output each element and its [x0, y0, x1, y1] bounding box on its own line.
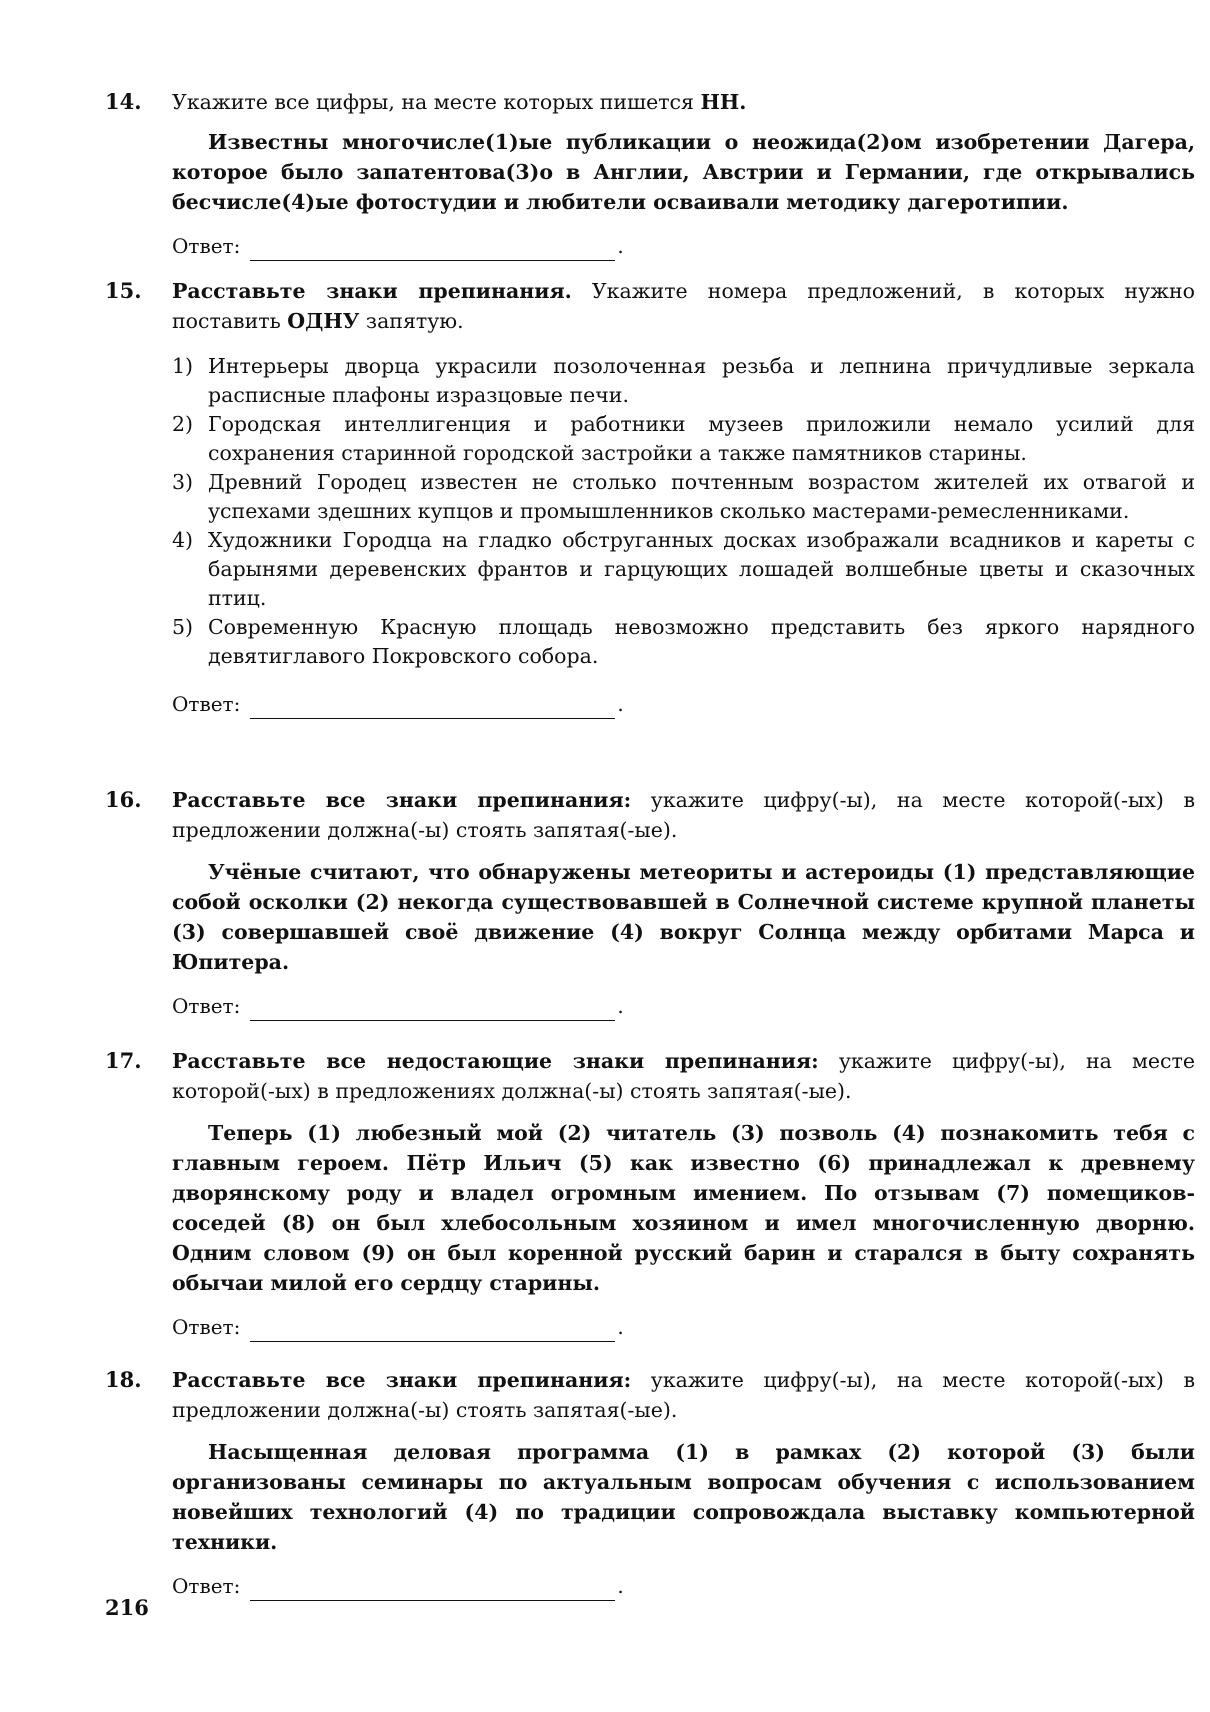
item-text: Художники Городца на гладко обструганных досках изображали всадников и кареты с барынями деревенских франтов и гарцующих лошадей волшебные цветы и сказочных птиц. — [208, 528, 1195, 610]
answer-label: Ответ: — [172, 1574, 241, 1598]
instruction-bold: Расставьте знаки препинания. — [172, 279, 572, 303]
instruction-emphasis: НН. — [700, 90, 747, 114]
item-number: 1) — [172, 354, 194, 378]
task-instruction — [172, 1365, 1195, 1425]
list-item — [172, 352, 1195, 410]
item-number: 4) — [172, 528, 194, 552]
answer-row — [172, 991, 1195, 1021]
list-item — [172, 613, 1195, 671]
task-16 — [105, 785, 1195, 1021]
instruction-emphasis: ОДНУ — [287, 309, 360, 333]
instruction-text: Укажите все цифры, на месте которых пишется — [172, 90, 701, 114]
task-text: Учёные считают, что обнаружены метеориты и астероиды (1) представляющие собой осколки (2) некогда существовавшей в Солнечной системе крупной планеты (3) совершавшей своё движение (4) вокруг Солнца между орбитами Марса и Юпитера. — [172, 860, 1195, 974]
answer-row — [172, 689, 1195, 719]
task-number: 16. — [105, 787, 142, 812]
instruction-text: Укажите номера предложений, в которых нужно поставить — [172, 279, 1195, 333]
task-instruction — [172, 785, 1195, 845]
answer-row — [172, 231, 1195, 261]
task-instruction — [172, 276, 1195, 336]
task-text: Теперь (1) любезный мой (2) читатель (3) позволь (4) познакомить тебя с главным героем. Пётр Ильич (5) как известно (6) принадлежал к древнему дворянскому роду и владел огромным имением. По отзывам (7) помещиков-соседей (8) он был хлебосольным хозяином и имел многочисленную дворню. Одним словом (9) он был коренной русский барин и старался в быту сохранять обычаи милой его сердцу старины. — [172, 1121, 1195, 1295]
sentence-list — [172, 352, 1195, 671]
answer-row — [172, 1312, 1195, 1342]
item-number: 5) — [172, 615, 194, 639]
instruction-tail: запятую. — [359, 309, 464, 333]
answer-input-line[interactable] — [250, 238, 615, 261]
list-item — [172, 410, 1195, 468]
answer-input-line[interactable] — [250, 696, 615, 719]
task-text: Насыщенная деловая программа (1) в рамках (2) которой (3) были организованы семинары по актуальным вопросам обучения с использованием новейших технологий (4) по традиции сопровождала выставку компьютерной техники. — [172, 1440, 1195, 1554]
instruction-text: укажите цифру(-ы), на месте которой(-ых) в предложениях должна(-ы) стоять запятая(-ые). — [172, 1049, 1195, 1103]
answer-dot: . — [617, 994, 624, 1018]
page-number: 216 — [105, 1595, 149, 1620]
item-text: Древний Городец известен не столько почтенным возрастом жителей их отвагой и успехами здешних купцов и промышленников сколько мастерами-ремесленниками. — [208, 470, 1195, 523]
task-number: 17. — [105, 1048, 142, 1073]
task-text: Известны многочисле(1)ые публикации о неожида(2)ом изобретении Дагера, которое было запатентова(3)о в Англии, Австрии и Германии, где открывались бесчисле(4)ые фотостудии и любители осваивали методику дагеротипии. — [172, 130, 1195, 214]
answer-dot: . — [617, 1574, 624, 1598]
instruction-bold: Расставьте все недостающие знаки препинания: — [172, 1049, 819, 1073]
task-15 — [105, 276, 1195, 719]
answer-row — [172, 1571, 1195, 1601]
answer-dot: . — [617, 234, 624, 258]
task-number: 18. — [105, 1367, 142, 1392]
answer-label: Ответ: — [172, 1315, 241, 1339]
item-text: Современную Красную площадь невозможно представить без яркого нарядного девятиглавого Покровского собора. — [208, 615, 1195, 668]
task-number: 15. — [105, 278, 142, 303]
item-text: Городская интеллигенция и работники музеев приложили немало усилий для сохранения старинной городской застройки а также памятников старины. — [208, 412, 1195, 465]
answer-label: Ответ: — [172, 692, 241, 716]
instruction-bold: Расставьте все знаки препинания: — [172, 788, 632, 812]
list-item — [172, 526, 1195, 613]
answer-dot: . — [617, 1315, 624, 1339]
answer-label: Ответ: — [172, 994, 241, 1018]
task-17 — [105, 1046, 1195, 1342]
answer-input-line[interactable] — [250, 1319, 615, 1342]
instruction-bold: Расставьте все знаки препинания: — [172, 1368, 632, 1392]
item-number: 3) — [172, 470, 194, 494]
answer-dot: . — [617, 692, 624, 716]
answer-input-line[interactable] — [250, 1578, 615, 1601]
task-14 — [105, 87, 1195, 261]
task-instruction — [172, 1046, 1195, 1106]
task-instruction — [172, 87, 1195, 117]
item-text: Интерьеры дворца украсили позолоченная резьба и лепнина причудливые зеркала расписные плафоны изразцовые печи. — [208, 354, 1195, 407]
answer-input-line[interactable] — [250, 998, 615, 1021]
list-item — [172, 468, 1195, 526]
task-number: 14. — [105, 89, 142, 114]
instruction-text: укажите цифру(-ы), на месте которой(-ых) в предложении должна(-ы) стоять запятая(-ые). — [172, 1368, 1195, 1422]
answer-label: Ответ: — [172, 234, 241, 258]
item-number: 2) — [172, 412, 194, 436]
instruction-text: укажите цифру(-ы), на месте которой(-ых) в предложении должна(-ы) стоять запятая(-ые). — [172, 788, 1195, 842]
task-18 — [105, 1365, 1195, 1601]
